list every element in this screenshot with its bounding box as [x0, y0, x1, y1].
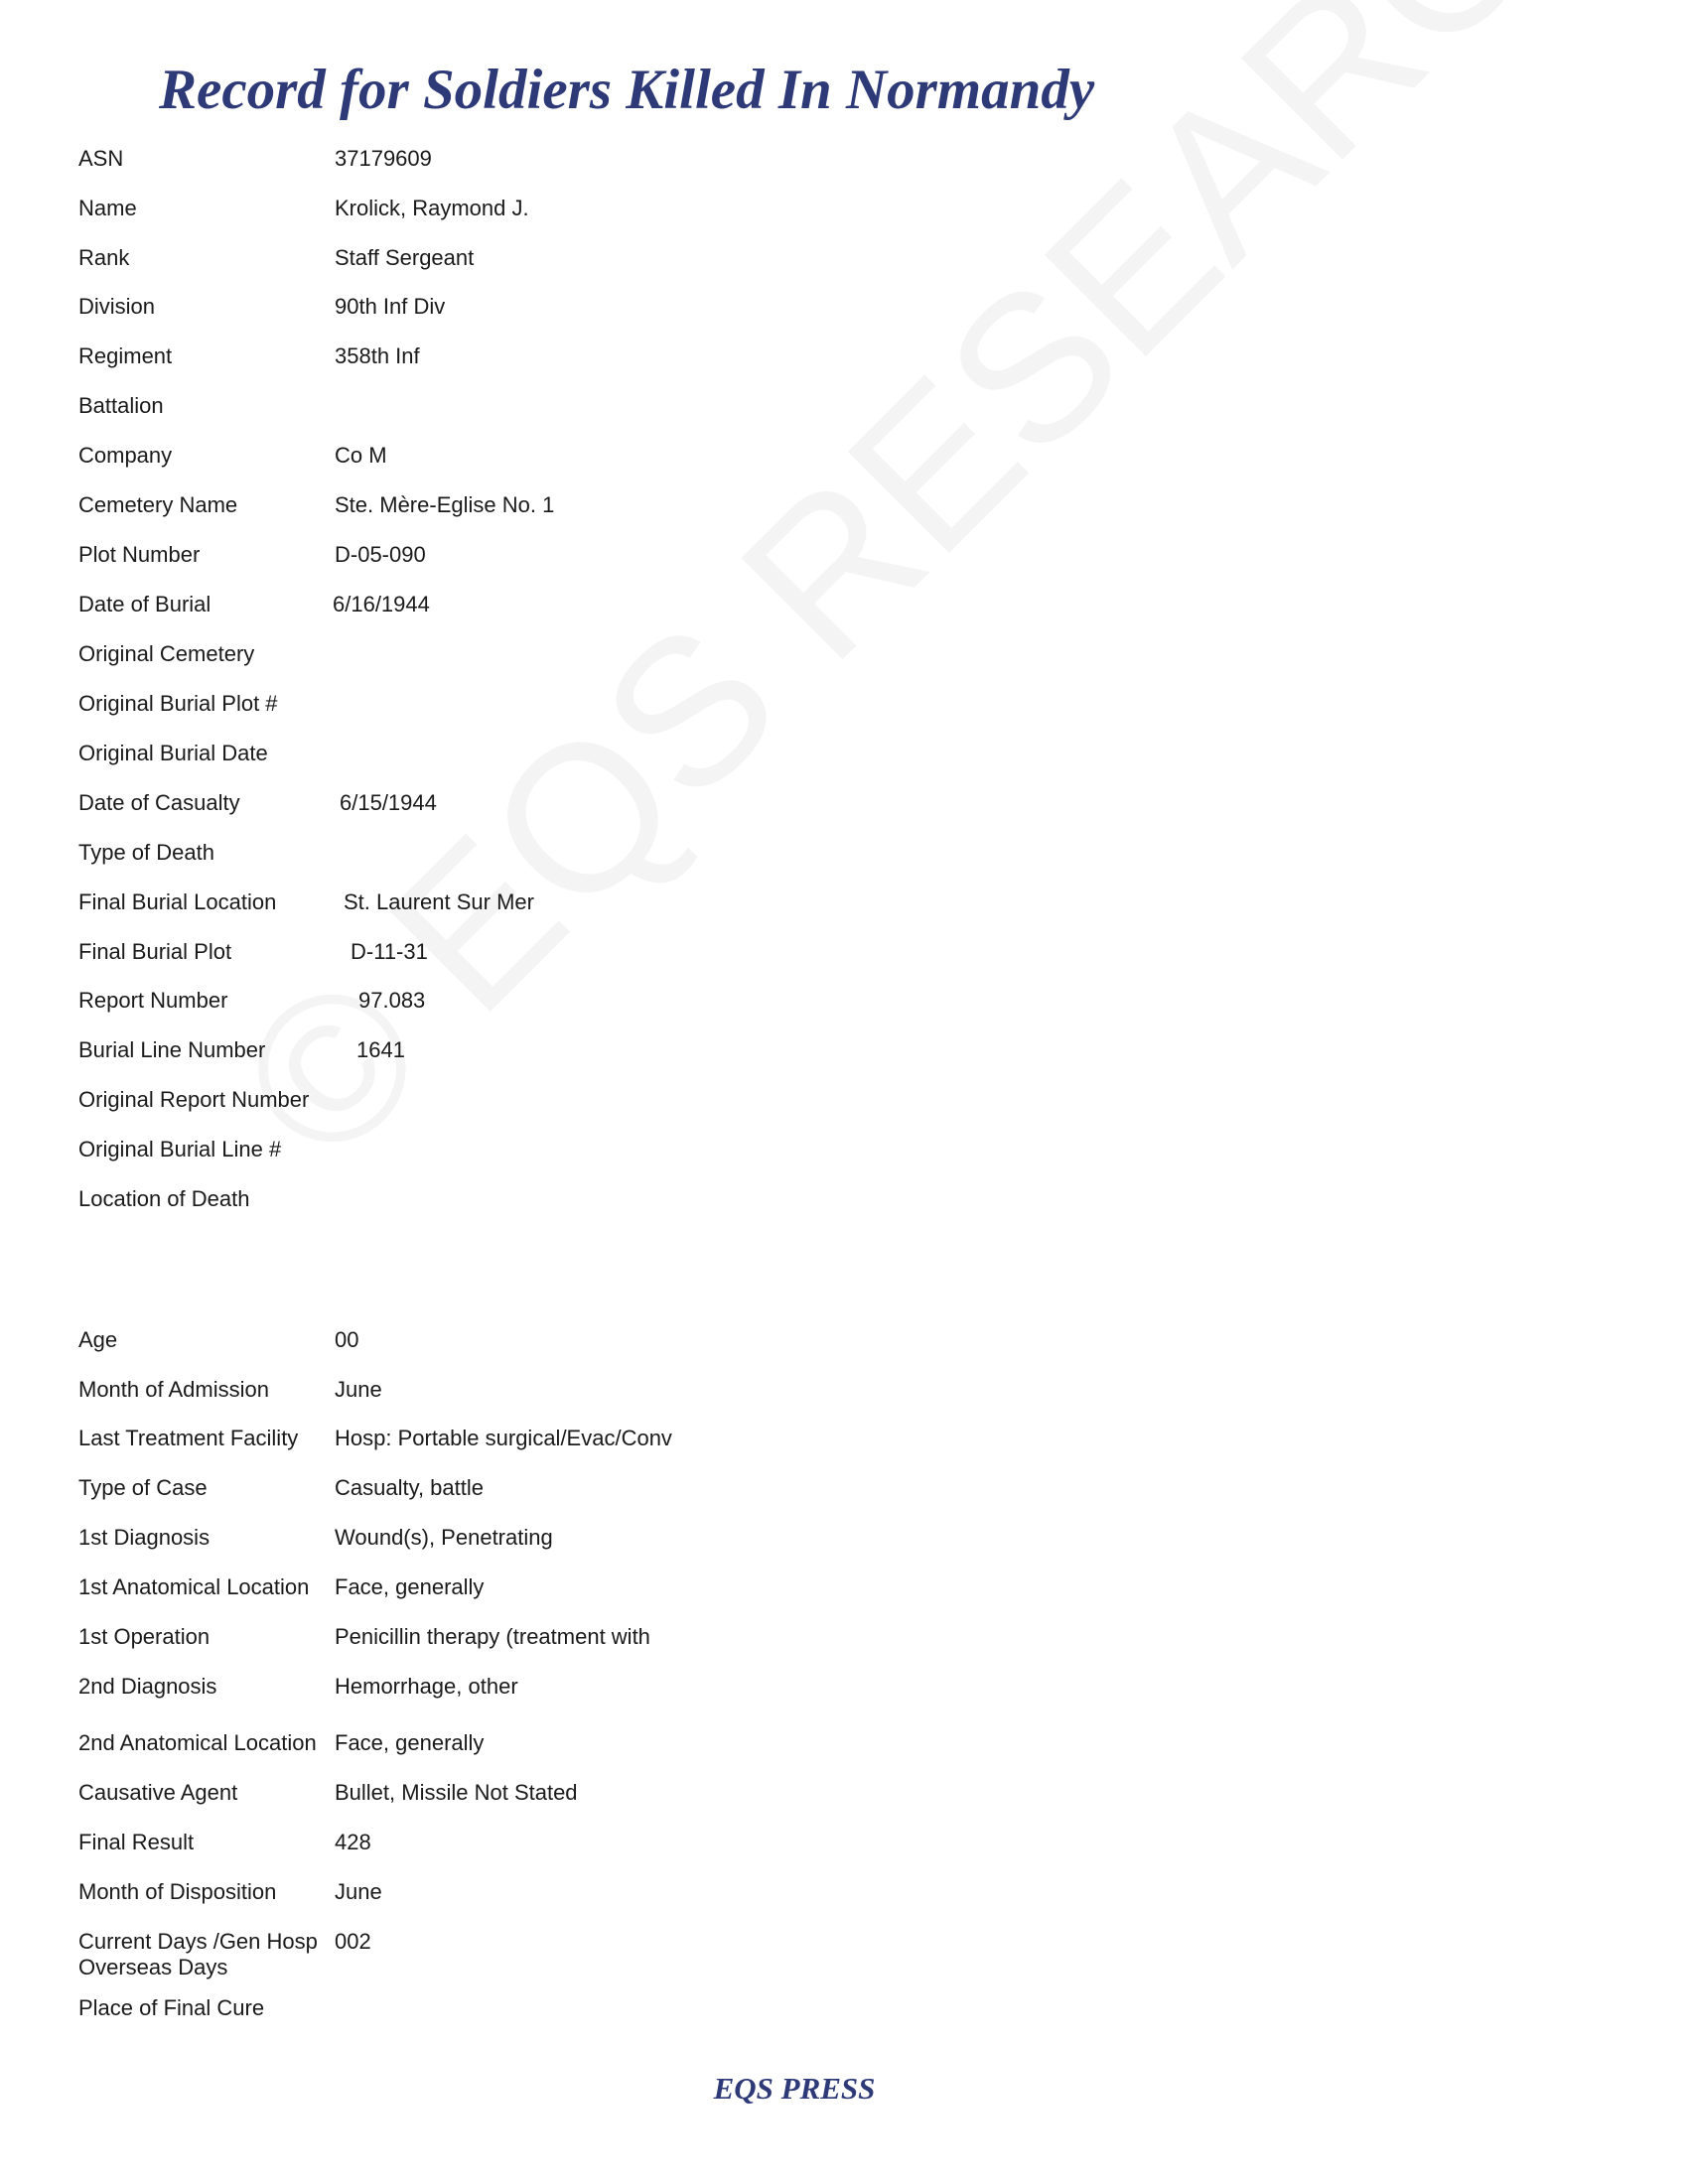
field-label: Original Burial Date — [78, 741, 268, 765]
field-value: 97.083 — [358, 988, 426, 1013]
field-label: Original Burial Plot # — [78, 691, 278, 716]
field-value: Hemorrhage, other — [335, 1674, 518, 1699]
field-value: 358th Inf — [335, 343, 420, 368]
field-label: 1st Operation — [78, 1624, 211, 1649]
field-value: Bullet, Missile Not Stated — [335, 1780, 578, 1805]
field-value: Krolick, Raymond J. — [335, 196, 529, 220]
field-label: Plot Number — [78, 542, 201, 567]
field-value: 00 — [335, 1327, 359, 1352]
field-label: Last Treatment Facility — [78, 1426, 299, 1450]
field-label: Original Burial Line # — [78, 1137, 282, 1161]
page-title: Record for Soldiers Killed In Normandy — [159, 59, 1095, 121]
field-label: Date of Burial — [78, 592, 211, 616]
field-value: D-11-31 — [351, 939, 428, 964]
field-label: Type of Death — [78, 840, 214, 865]
field-label: Final Result — [78, 1830, 195, 1854]
field-value: 37179609 — [335, 146, 432, 171]
field-value: Staff Sergeant — [335, 245, 475, 270]
field-label: Date of Casualty — [78, 790, 240, 815]
field-value: 6/15/1944 — [340, 790, 437, 815]
field-label: Age — [78, 1327, 118, 1352]
field-value: Face, generally — [335, 1730, 485, 1755]
field-label: Original Report Number — [78, 1087, 310, 1112]
field-value: 90th Inf Div — [335, 294, 446, 319]
field-label: Month of Admission — [78, 1377, 269, 1402]
field-value: Ste. Mère-Eglise No. 1 — [335, 492, 555, 517]
field-label: ASN — [78, 146, 124, 171]
field-value: Hosp: Portable surgical/Evac/Conv — [335, 1426, 672, 1450]
field-label: 1st Anatomical Location — [78, 1574, 310, 1599]
field-label: Month of Disposition — [78, 1879, 277, 1904]
field-value: Co M — [335, 443, 387, 468]
field-label: Location of Death — [78, 1186, 250, 1211]
footer-press-name: EQS PRESS — [713, 2071, 876, 2106]
field-label: Regiment — [78, 343, 173, 368]
field-label: 2nd Anatomical Location — [78, 1730, 317, 1755]
field-value: June — [335, 1377, 382, 1402]
field-label: Original Cemetery — [78, 641, 255, 666]
field-label: Company — [78, 443, 173, 468]
field-label: Final Burial Location — [78, 889, 277, 914]
field-label: Cemetery Name — [78, 492, 238, 517]
field-label: Rank — [78, 245, 130, 270]
field-value: 002 — [335, 1929, 371, 1954]
field-label: Current Days /Gen Hosp Overseas Days — [78, 1929, 318, 1979]
field-label: Type of Case — [78, 1475, 208, 1500]
field-label: Final Burial Plot — [78, 939, 232, 964]
field-value: Face, generally — [335, 1574, 485, 1599]
field-value: 428 — [335, 1830, 371, 1854]
field-value: Wound(s), Penetrating — [335, 1525, 553, 1550]
field-label: Name — [78, 196, 137, 220]
field-value: St. Laurent Sur Mer — [344, 889, 534, 914]
field-label: 2nd Diagnosis — [78, 1674, 217, 1699]
field-value: June — [335, 1879, 382, 1904]
field-label: Burial Line Number — [78, 1037, 266, 1062]
field-value: D-05-090 — [335, 542, 426, 567]
field-value: 6/16/1944 — [333, 592, 430, 616]
field-label: Report Number — [78, 988, 228, 1013]
field-value: 1641 — [356, 1037, 405, 1062]
field-label: Division — [78, 294, 156, 319]
field-label: Battalion — [78, 393, 164, 418]
field-value: Casualty, battle — [335, 1475, 485, 1500]
field-value: Penicillin therapy (treatment with — [335, 1624, 650, 1649]
field-label: 1st Diagnosis — [78, 1525, 211, 1550]
field-label: Causative Agent — [78, 1780, 238, 1805]
field-label: Place of Final Cure — [78, 1995, 265, 2020]
